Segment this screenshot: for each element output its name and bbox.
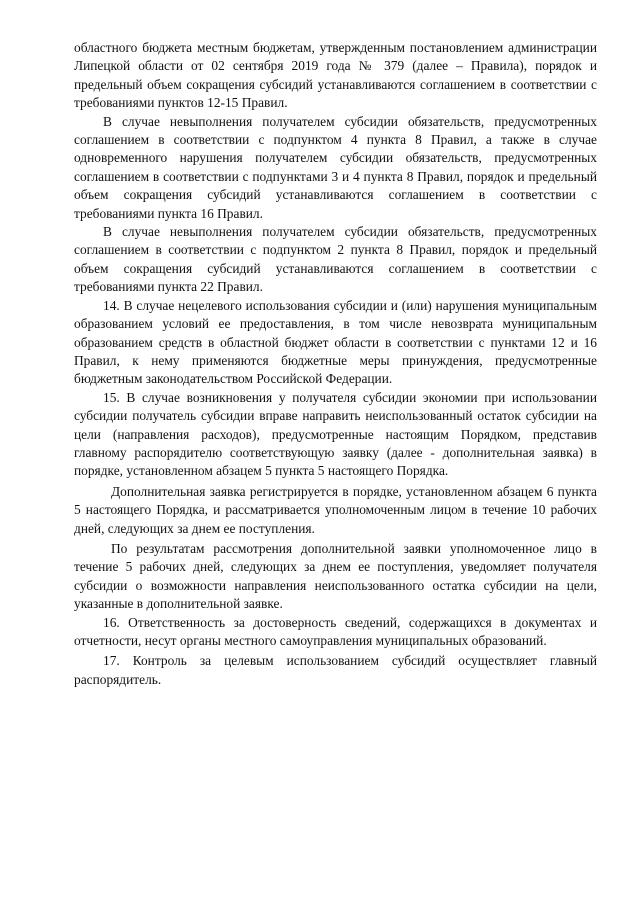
- paragraph-rules-reference: областного бюджета местным бюджетам, утвержденным постановлением администрации Липецкой области от 02 сентября 2019 года № 379 (далее – Правила), порядок и предельный объем сокращения субсидий устанавливаются соглашением в соответствии с требованиями пунктов 12-15 Правил.: [74, 40, 597, 111]
- paragraph-item-15: 15. В случае возникновения у получателя субсидии экономии при использовании субсидии получатель субсидии вправе направить неиспользованный остаток субсидии на цели (направления расходов), предусмотренные настоящим Порядком, представив главному распорядителю соответствующую заявку (далее - дополнительная заявка) в порядке, установленном абзацем 5 пункта 5 настоящего Порядка.: [74, 389, 597, 479]
- paragraph-item-14: 14. В случае нецелевого использования субсидии и (или) нарушения муниципальным образованием условий ее предоставления, в том числе невозврата муниципальным образованием средств в областной бюджет области в соответствии с пунктами 12 и 16 Правил, к нему применяются бюджетные меры принуждения, предусмотренные бюджетным законодательством Российской Федерации.: [74, 297, 597, 387]
- paragraph-subparagraph-2: В случае невыполнения получателем субсидии обязательств, предусмотренных соглашением в соответствии с подпунктом 2 пункта 8 Правил, порядок и предельный объем сокращения субсидий устанавливаются соглашением в соответствии с требованиями пункта 22 Правил.: [74, 224, 597, 295]
- paragraph-review-results: По результатам рассмотрения дополнительной заявки уполномоченное лицо в течение 5 рабочих дней, следующих за днем ее поступления, уведомляет получателя субсидии о возможности направления неиспользованного остатка субсидии на цели, указанные в дополнительной заявке.: [74, 540, 597, 612]
- paragraph-subparagraph-4: В случае невыполнения получателем субсидии обязательств, предусмотренных соглашением в соответствии с подпунктом 4 пункта 8 Правил, а также в случае одновременного нарушения получателем субсидии обязательств, предусмотренных соглашением в соответствии с подпунктами 3 и 4 пункта 8 Правил, порядок и предельный объем сокращения субсидий устанавливаются соглашением в соответствии с требованиями пункта 16 Правил.: [74, 113, 597, 221]
- paragraph-item-17: 17. Контроль за целевым использованием субсидий осуществляет главный распорядитель.: [74, 653, 597, 687]
- paragraph-item-16: 16. Ответственность за достоверность сведений, содержащихся в документах и отчетности, несут органы местного самоуправления муниципальных образований.: [74, 614, 597, 648]
- paragraph-additional-request: Дополнительная заявка регистрируется в порядке, установленном абзацем 6 пункта 5 настоящего Порядка, и рассматривается уполномоченным лицом в течение 10 рабочих дней, следующих за днем ее поступления.: [74, 483, 597, 536]
